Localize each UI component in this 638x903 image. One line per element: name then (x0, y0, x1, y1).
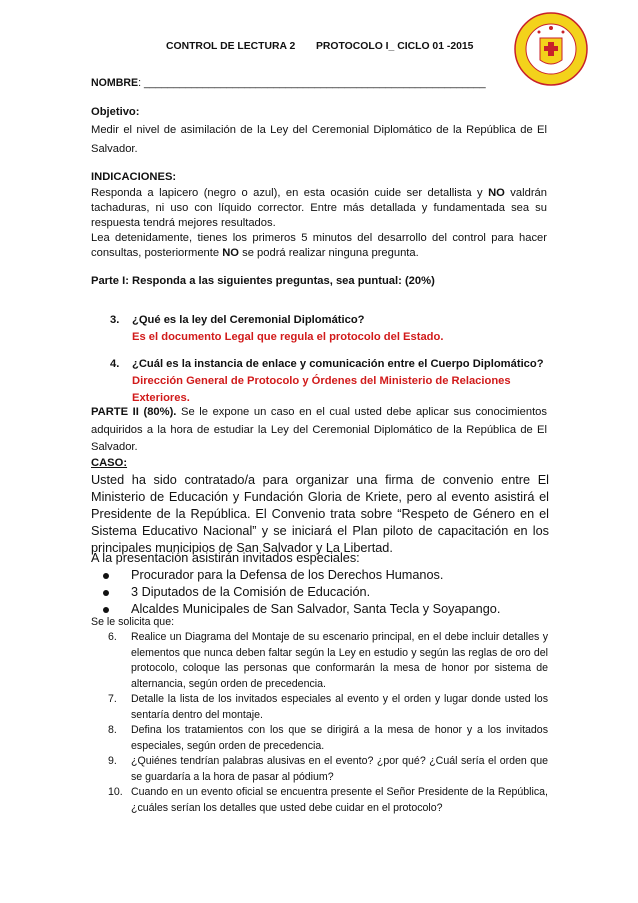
header-title: CONTROL DE LECTURA 2 (166, 41, 296, 52)
question-text: ¿Qué es la ley del Ceremonial Diplomático? (132, 314, 365, 326)
name-label: NOMBRE (91, 77, 139, 89)
name-underline: : __________________________________________________________ (138, 77, 486, 89)
list-item: 7. Detalle la lista de los invitados especiales al evento y el orden y lugar donde usted los sentaría dentro del montaje. (108, 693, 548, 721)
objective-text: Medir el nivel de asimilación de la Ley del Ceremonial Diplomático de la República de El Salvador. (91, 124, 547, 155)
question-item: 3. ¿Qué es la ley del Ceremonial Diplomático? Es el documento Legal que regula el protocolo del Estado. (110, 312, 550, 346)
question-item: 4. ¿Cuál es la instancia de enlace y comunicación entre el Cuerpo Diplomático? Dirección General de Protocolo y Órdenes del Ministerio de Relaciones Exteriores. (110, 356, 550, 407)
instructions-title: INDICACIONES: (91, 171, 177, 183)
question-text: ¿Cuál es la instancia de enlace y comunicación entre el Cuerpo Diplomático? (132, 358, 544, 370)
guests-intro: A la presentación asistirán invitados especiales: (91, 551, 360, 565)
tasks-intro: Se le solicita que: (91, 616, 175, 628)
list-item: Procurador para la Defensa de los Derechos Humanos. (91, 567, 561, 584)
list-item: 9. ¿Quiénes tendrían palabras alusivas en el evento? ¿por qué? ¿Cuál sería el orden que se guardaría a la hora de pasar al pódium? (108, 755, 548, 783)
list-item: 8. Defina los tratamientos con los que se dirigirá a la mesa de honor y a los invitados especiales, según orden de precedencia. (108, 724, 548, 752)
list-item: Alcaldes Municipales de San Salvador, Santa Tecla y Soyapango. (91, 601, 561, 618)
case-title: CASO: (91, 457, 128, 469)
objective-title: Objetivo: (91, 106, 140, 118)
bullet-icon (103, 607, 109, 613)
instructions-paragraph-2: Lea detenidamente, tienes los primeros 5 minutos del desarrollo del control para hacer consultas, posteriormente NO se podrá realizar ninguna pregunta. (91, 232, 547, 259)
guests-list (91, 567, 561, 618)
answer-text: Es el documento Legal que regula el protocolo del Estado. (132, 331, 444, 343)
header-course: PROTOCOLO I_ CICLO 01 -2015 (316, 41, 474, 52)
list-item: 10. Cuando en un evento oficial se encuentra presente el Señor Presidente de la República, ¿cuáles serían los detalles que usted debe cuidar en el protocolo? (108, 786, 548, 814)
case-text: Usted ha sido contratado/a para organizar una firma de convenio entre El Ministerio de Educación y Fundación Gloria de Kriete, pero al evento asistirá el Presidente de la República. El Convenio trata sobre “Respeto de Género en el Sistema Educativo Nacional” y se iniciará el Plan piloto de capacitación en los principales municipios de San Salvador y La Libertad. (91, 473, 549, 555)
answer-text: Dirección General de Protocolo y Órdenes del Ministerio de Relaciones Exteriores. (132, 375, 511, 404)
part-two-paragraph: PARTE II (80%). Se le expone un caso en el cual usted debe aplicar sus conocimientos adquiridos a la hora de estudiar la Ley del Ceremonial Diplomático de la República de El Salvador. (91, 406, 547, 453)
bullet-icon (103, 590, 109, 596)
instructions-paragraph-1: Responda a lapicero (negro o azul), en esta ocasión cuide ser detallista y NO valdrán tachaduras, ni uso con líquido corrector. Entre más detallada y fundamentada sea su respuesta tendrá mejores resultados. (91, 187, 547, 229)
tasks-list (108, 630, 548, 816)
bullet-icon (103, 573, 109, 579)
name-field-line[interactable] (91, 75, 547, 91)
list-item: 6. Realice un Diagrama del Montaje de su escenario principal, en el debe incluir detalles y elementos que nunca deben faltar según la Ley en estudio y según las reglas de oro del protocolo, coloque las personas que conformarán la mesa de honor por sistema de alternancia, según orden de precedencia. (108, 631, 548, 690)
part-two-title: PARTE II (80%). (91, 406, 177, 418)
list-item: 3 Diputados de la Comisión de Educación. (91, 584, 561, 601)
part-one-title: Parte I: Responda a las siguientes preguntas, sea puntual: (20%) (91, 275, 435, 287)
